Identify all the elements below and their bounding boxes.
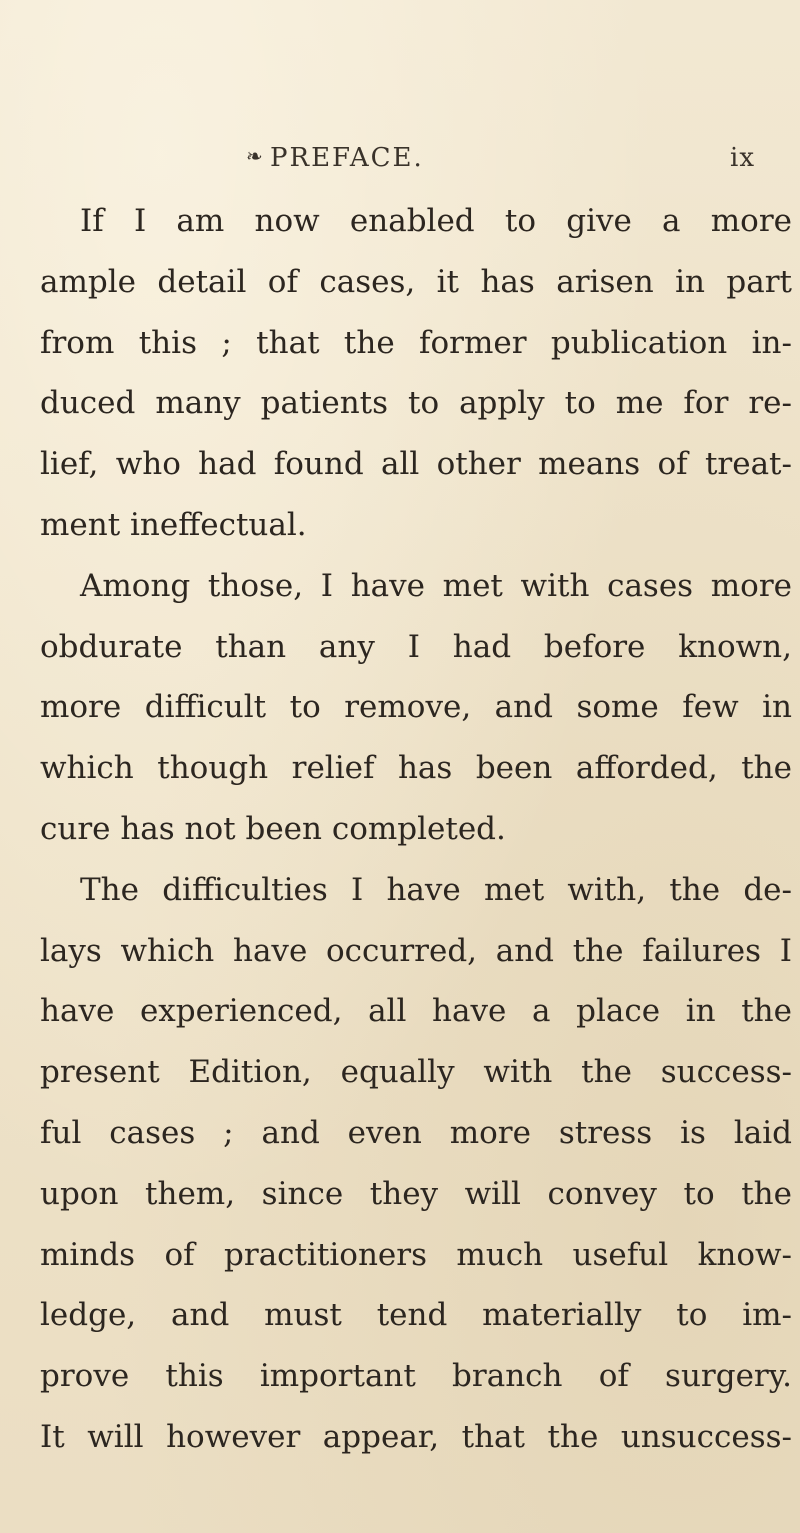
text-line: have experienced, all have a place in the [40,993,792,1030]
text-line: ample detail of cases, it has arisen in part [40,263,792,300]
fleuron-icon: ❧ [246,144,263,168]
text-line: ful cases ; and even more stress is laid [40,1114,792,1151]
text-line: more difficult to remove, and some few in [40,689,792,726]
text-line: obdurate than any I had before known, [40,628,792,665]
body-text [40,198,792,1475]
text-line: ment ineffectual. [40,506,307,543]
text-line: present Edition, equally with the success- [40,1054,792,1091]
text-line: minds of practitioners much useful know- [40,1236,792,1273]
text-line: ledge, and must tend materially to im- [40,1297,792,1334]
page-number: ix [730,143,755,173]
text-line: lays which have occurred, and the failures I [40,932,792,969]
text-line: duced many patients to apply to me for re- [40,385,792,422]
text-line: It will however appear, that the unsuccess- [40,1418,792,1455]
text-line: upon them, since they will convey to the [40,1175,792,1212]
text-line: prove this important branch of surgery. [40,1358,792,1395]
text-line: from this ; that the former publication in- [40,324,792,361]
text-line: The difficulties I have met with, the de- [80,871,792,908]
text-line: lief, who had found all other means of treat- [40,446,792,483]
text-line: If I am now enabled to give a more [80,203,792,239]
running-head-title: PREFACE. [270,143,424,173]
text-line: cure has not been completed. [40,810,506,847]
text-line: Among those, I have met with cases more [80,567,792,604]
text-line: which though relief has been afforded, the [40,750,792,787]
running-head [0,140,800,180]
